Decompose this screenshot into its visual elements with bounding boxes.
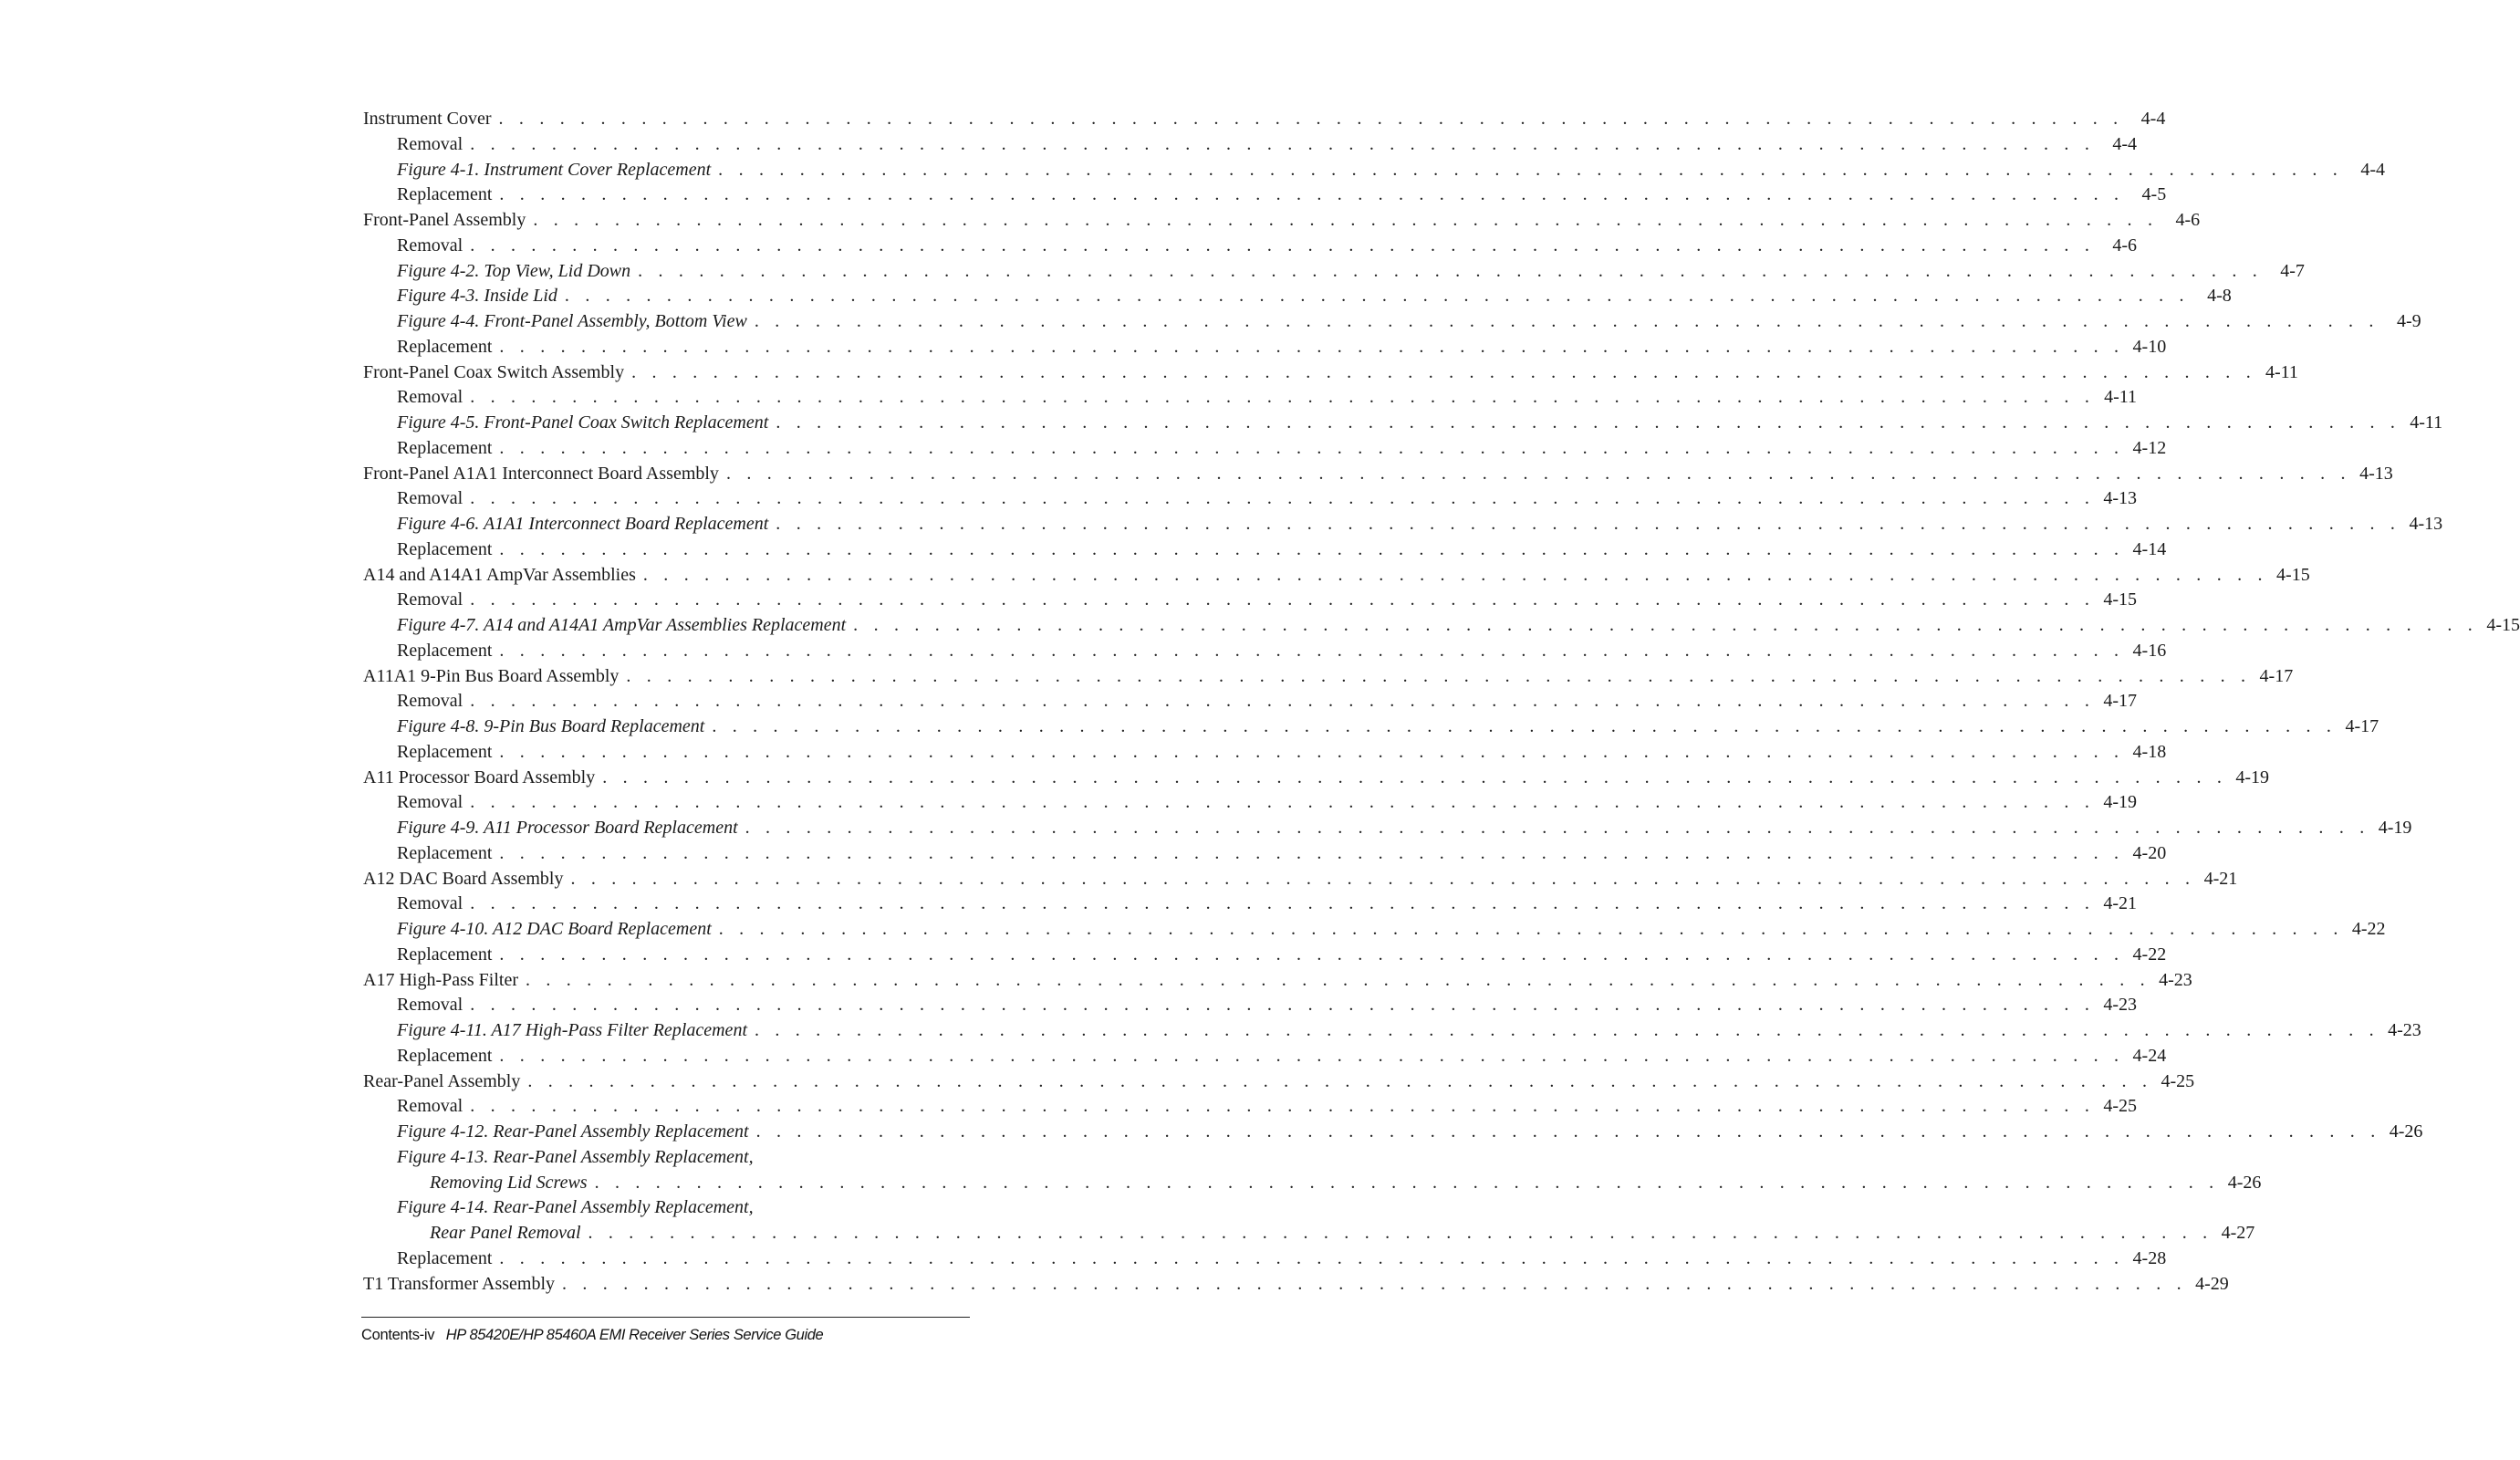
- toc-entry-title: Figure 4-7. A14 and A14A1 AmpVar Assemblies Replacement: [397, 615, 847, 635]
- dot-leader: . . . . . . . . . . . . . . . . . . . . . . . . . . . . . . . . . . . . . . . . . . . . . . . . . . . . . . . . . . . . . . . . . . . . . . . . . . . . . . . .: [470, 1096, 2096, 1117]
- toc-entry-page: 4-8: [2207, 286, 2232, 307]
- toc-entry-title: Rear-Panel Assembly: [363, 1070, 521, 1091]
- toc-entry-title: Figure 4-4. Front-Panel Assembly, Bottom View: [397, 311, 747, 331]
- dot-leader: . . . . . . . . . . . . . . . . . . . . . . . . . . . . . . . . . . . . . . . . . . . . . . . . . . . . . . . . . . . . . . . . . . . . . . . . . . . . . . . .: [594, 1172, 2220, 1193]
- toc-entry-title: Removal: [397, 792, 463, 813]
- toc-entry: [363, 107, 2166, 132]
- dot-leader: . . . . . . . . . . . . . . . . . . . . . . . . . . . . . . . . . . . . . . . . . . . . . . . . . . . . . . . . . . . . . . . . . . . . . . . . . . . . . . . .: [638, 260, 2263, 281]
- toc-entry: [363, 208, 2201, 234]
- toc-entry: [363, 664, 2294, 690]
- dot-leader: . . . . . . . . . . . . . . . . . . . . . . . . . . . . . . . . . . . . . . . . . . . . . . . . . . . . . . . . . . . . . . . . . . . . . . . . . . . . . . . .: [499, 336, 2125, 357]
- toc-entry: [363, 259, 2305, 285]
- page-footer: [361, 1327, 823, 1344]
- toc-entry: [363, 1120, 2423, 1145]
- toc-entry-title: A11 Processor Board Assembly: [363, 766, 596, 787]
- dot-leader: . . . . . . . . . . . . . . . . . . . . . . . . . . . . . . . . . . . . . . . . . . . . . . . . . . . . . . . . . . . . . . . . . . . . . . . . . . . . . . . .: [499, 1045, 2125, 1066]
- dot-leader: . . . . . . . . . . . . . . . . . . . . . . . . . . . . . . . . . . . . . . . . . . . . . . . . . . . . . . . . . . . . . . . . . . . . . . . . . . . . . . . .: [588, 1223, 2213, 1243]
- footer-section-label: Contents-iv: [361, 1327, 435, 1343]
- toc-entry: [363, 436, 2167, 462]
- toc-entry: [363, 1171, 2262, 1196]
- dot-leader: . . . . . . . . . . . . . . . . . . . . . . . . . . . . . . . . . . . . . . . . . . . . . . . . . . . . . . . . . . . . . . . . . . . . . . . . . . . . . . . .: [776, 514, 2401, 534]
- toc-entry-page: 4-23: [2159, 969, 2192, 990]
- toc-entry: [363, 182, 2167, 208]
- toc-entry: [363, 689, 2138, 714]
- toc-entry-page: 4-13: [2359, 463, 2393, 484]
- dot-leader: . . . . . . . . . . . . . . . . . . . . . . . . . . . . . . . . . . . . . . . . . . . . . . . . . . . . . . . . . . . . . . . . . . . . . . . . . . . . . . . .: [498, 109, 2124, 129]
- toc-entry-page: 4-11: [2410, 412, 2443, 433]
- dot-leader: . . . . . . . . . . . . . . . . . . . . . . . . . . . . . . . . . . . . . . . . . . . . . . . . . . . . . . . . . . . . . . . . . . . . . . . . . . . . . . . .: [470, 995, 2096, 1016]
- dot-leader: . . . . . . . . . . . . . . . . . . . . . . . . . . . . . . . . . . . . . . . . . . . . . . . . . . . . . . . . . . . . . . . . . . . . . . . . . . . . . . . .: [853, 615, 2478, 635]
- dot-leader: . . . . . . . . . . . . . . . . . . . . . . . . . . . . . . . . . . . . . . . . . . . . . . . . . . . . . . . . . . . . . . . . . . . . . . . . . . . . . . . .: [776, 412, 2401, 433]
- toc-entry: [363, 132, 2138, 158]
- toc-entry-page: 4-25: [2103, 1096, 2138, 1117]
- toc-entry: [363, 563, 2310, 589]
- toc-entry-page: 4-22: [2132, 944, 2167, 965]
- toc-entry-page: 4-13: [2409, 514, 2443, 534]
- dot-leader: . . . . . . . . . . . . . . . . . . . . . . . . . . . . . . . . . . . . . . . . . . . . . . . . . . . . . . . . . . . . . . . . . . . . . . . . . . . . . . . .: [470, 387, 2096, 408]
- toc-entry-title: Figure 4-10. A12 DAC Board Replacement: [397, 919, 712, 939]
- toc-entry-title: Removal: [397, 1096, 463, 1117]
- toc-entry-page: 4-24: [2132, 1045, 2167, 1066]
- toc-entry: [363, 486, 2138, 512]
- dot-leader: . . . . . . . . . . . . . . . . . . . . . . . . . . . . . . . . . . . . . . . . . . . . . . . . . . . . . . . . . . . . . . . . . . . . . . . . . . . . . . . .: [564, 286, 2190, 307]
- toc-entry-title: T1 Transformer Assembly: [363, 1273, 555, 1294]
- dot-leader: . . . . . . . . . . . . . . . . . . . . . . . . . . . . . . . . . . . . . . . . . . . . . . . . . . . . . . . . . . . . . . . . . . . . . . . . . . . . . . . .: [499, 538, 2125, 559]
- toc-entry: [363, 943, 2167, 968]
- toc-entry-page: 4-22: [2351, 919, 2386, 939]
- dot-leader: . . . . . . . . . . . . . . . . . . . . . . . . . . . . . . . . . . . . . . . . . . . . . . . . . . . . . . . . . . . . . . . . . . . . . . . . . . . . . . . .: [526, 969, 2150, 990]
- dot-leader: . . . . . . . . . . . . . . . . . . . . . . . . . . . . . . . . . . . . . . . . . . . . . . . . . . . . . . . . . . . . . . . . . . . . . . . . . . . . . . . .: [533, 210, 2159, 230]
- dot-leader: . . . . . . . . . . . . . . . . . . . . . . . . . . . . . . . . . . . . . . . . . . . . . . . . . . . . . . . . . . . . . . . . . . . . . . . . . . . . . . . .: [499, 741, 2125, 762]
- toc-entry-page: 4-16: [2132, 640, 2167, 661]
- toc-entry-title: Removal: [397, 235, 463, 256]
- toc-entry: [363, 537, 2167, 563]
- toc-entry-page: 4-10: [2132, 336, 2167, 357]
- toc-entry: [363, 234, 2138, 259]
- toc-entry: [363, 335, 2167, 360]
- toc-entry-title: Instrument Cover: [363, 109, 492, 129]
- toc-entry-title: Figure 4-14. Rear-Panel Assembly Replacement,: [397, 1197, 754, 1218]
- toc-entry-page: 4-4: [2112, 133, 2138, 154]
- toc-entry: [363, 613, 2520, 639]
- dot-leader: . . . . . . . . . . . . . . . . . . . . . . . . . . . . . . . . . . . . . . . . . . . . . . . . . . . . . . . . . . . . . . . . . . . . . . . . . . . . . . . .: [470, 488, 2096, 509]
- toc-entry: [363, 867, 2238, 892]
- toc-entry-title: Figure 4-11. A17 High-Pass Filter Replacement: [397, 1020, 747, 1040]
- toc-entry-title: A12 DAC Board Assembly: [363, 868, 564, 889]
- toc-entry: [363, 588, 2138, 613]
- toc-entry: [363, 639, 2167, 664]
- dot-leader: . . . . . . . . . . . . . . . . . . . . . . . . . . . . . . . . . . . . . . . . . . . . . . . . . . . . . . . . . . . . . . . . . . . . . . . . . . . . . . . .: [499, 640, 2125, 661]
- toc-entry-page: 4-13: [2103, 488, 2138, 509]
- toc-entry-title: A14 and A14A1 AmpVar Assemblies: [363, 564, 636, 585]
- dot-leader: . . . . . . . . . . . . . . . . . . . . . . . . . . . . . . . . . . . . . . . . . . . . . . . . . . . . . . . . . . . . . . . . . . . . . . . . . . . . . . . .: [718, 919, 2344, 939]
- toc-entry-page: 4-29: [2195, 1273, 2229, 1294]
- toc-entry: [363, 1272, 2229, 1298]
- dot-leader: . . . . . . . . . . . . . . . . . . . . . . . . . . . . . . . . . . . . . . . . . . . . . . . . . . . . . . . . . . . . . . . . . . . . . . . . . . . . . . . .: [470, 235, 2096, 256]
- toc-entry-title: Figure 4-3. Inside Lid: [397, 286, 557, 307]
- toc-entry-page: 4-7: [2280, 260, 2305, 281]
- dot-leader: . . . . . . . . . . . . . . . . . . . . . . . . . . . . . . . . . . . . . . . . . . . . . . . . . . . . . . . . . . . . . . . . . . . . . . . . . . . . . . . .: [718, 159, 2343, 180]
- toc-entry-page: 4-11: [2104, 387, 2138, 408]
- toc-entry-page: 4-25: [2161, 1070, 2195, 1091]
- toc-entry: [363, 1044, 2167, 1069]
- footer-rule: [361, 1317, 970, 1318]
- dot-leader: . . . . . . . . . . . . . . . . . . . . . . . . . . . . . . . . . . . . . . . . . . . . . . . . . . . . . . . . . . . . . . . . . . . . . . . . . . . . . . . .: [755, 1020, 2379, 1040]
- toc-entry-page: 4-19: [2103, 792, 2138, 813]
- toc-entry-page: 4-17: [2259, 665, 2294, 686]
- toc-entry: [363, 512, 2443, 537]
- dot-leader: . . . . . . . . . . . . . . . . . . . . . . . . . . . . . . . . . . . . . . . . . . . . . . . . . . . . . . . . . . . . . . . . . . . . . . . . . . . . . . . .: [470, 893, 2096, 914]
- toc-entry-title: Figure 4-5. Front-Panel Coax Switch Replacement: [397, 412, 769, 433]
- toc-entry-title: Replacement: [397, 538, 493, 559]
- toc-entry-title: Replacement: [397, 437, 493, 458]
- toc-entry: [363, 714, 2379, 740]
- dot-leader: . . . . . . . . . . . . . . . . . . . . . . . . . . . . . . . . . . . . . . . . . . . . . . . . . . . . . . . . . . . . . . . . . . . . . . . . . . . . . . . .: [602, 766, 2228, 787]
- toc-entry-title: Replacement: [397, 184, 493, 205]
- toc-entry-title: Replacement: [397, 336, 493, 357]
- toc-entry: [363, 766, 2270, 791]
- dot-leader: . . . . . . . . . . . . . . . . . . . . . . . . . . . . . . . . . . . . . . . . . . . . . . . . . . . . . . . . . . . . . . . . . . . . . . . . . . . . . . . .: [499, 184, 2125, 205]
- toc-entry: [363, 790, 2138, 816]
- toc-entry: [363, 917, 2386, 943]
- toc-entry: [363, 360, 2298, 386]
- toc-entry: [363, 1069, 2195, 1095]
- toc-entry-title: Rear Panel Removal: [430, 1223, 581, 1243]
- toc-entry: [363, 993, 2138, 1018]
- dot-leader: . . . . . . . . . . . . . . . . . . . . . . . . . . . . . . . . . . . . . . . . . . . . . . . . . . . . . . . . . . . . . . . . . . . . . . . . . . . . . . . .: [470, 792, 2096, 813]
- toc-entry-page: 4-15: [2486, 615, 2520, 635]
- dot-leader: . . . . . . . . . . . . . . . . . . . . . . . . . . . . . . . . . . . . . . . . . . . . . . . . . . . . . . . . . . . . . . . . . . . . . . . . . . . . . . . .: [712, 716, 2338, 736]
- toc-entry-page: 4-21: [2203, 868, 2238, 889]
- toc-entry-page: 4-12: [2132, 437, 2167, 458]
- toc-entry-page: 4-6: [2112, 235, 2138, 256]
- dot-leader: . . . . . . . . . . . . . . . . . . . . . . . . . . . . . . . . . . . . . . . . . . . . . . . . . . . . . . . . . . . . . . . . . . . . . . . . . . . . . . . .: [642, 564, 2268, 585]
- toc-entry-title: Figure 4-9. A11 Processor Board Replacement: [397, 818, 738, 838]
- toc-entry-title: Replacement: [397, 1045, 493, 1066]
- toc-entry-title: Front-Panel Assembly: [363, 210, 526, 230]
- toc-entry-title: Front-Panel Coax Switch Assembly: [363, 361, 625, 382]
- toc-entry-title: Replacement: [397, 1247, 493, 1268]
- toc-entry-page: 4-14: [2132, 538, 2167, 559]
- toc-entry-title: Figure 4-1. Instrument Cover Replacement: [397, 159, 712, 180]
- toc-entry-page: 4-20: [2132, 842, 2167, 863]
- dot-leader: . . . . . . . . . . . . . . . . . . . . . . . . . . . . . . . . . . . . . . . . . . . . . . . . . . . . . . . . . . . . . . . . . . . . . . . . . . . . . . . .: [725, 463, 2351, 484]
- toc-entry-title: Removing Lid Screws: [430, 1172, 588, 1193]
- toc-entry: [363, 1094, 2138, 1120]
- toc-entry-page: 4-19: [2378, 818, 2412, 838]
- toc-entry: [363, 1221, 2255, 1246]
- toc-entry-title: Front-Panel A1A1 Interconnect Board Assembly: [363, 463, 719, 484]
- toc-entry: [363, 892, 2138, 917]
- toc-entry-page: 4-28: [2132, 1247, 2167, 1268]
- toc-entry-title: Removal: [397, 387, 463, 408]
- toc-entry: [363, 284, 2232, 309]
- toc-entry-title: Removal: [397, 589, 463, 610]
- toc-entry-page: 4-19: [2235, 766, 2270, 787]
- toc-entry-title: Removal: [397, 995, 463, 1016]
- toc-entry-title: Replacement: [397, 640, 493, 661]
- toc-entry-title: Removal: [397, 133, 463, 154]
- toc-entry-page: 4-27: [2221, 1223, 2255, 1243]
- toc-entry-title: Replacement: [397, 944, 493, 965]
- toc-entry-title: Removal: [397, 691, 463, 712]
- footer-guide-title: HP 85420E/HP 85460A EMI Receiver Series Service Guide: [445, 1327, 824, 1343]
- toc-entry-title: Figure 4-2. Top View, Lid Down: [397, 260, 631, 281]
- toc-entry: [363, 968, 2192, 994]
- toc-entry-title: A11A1 9-Pin Bus Board Assembly: [363, 665, 620, 686]
- toc-entry-page: 4-11: [2265, 361, 2298, 382]
- dot-leader: . . . . . . . . . . . . . . . . . . . . . . . . . . . . . . . . . . . . . . . . . . . . . . . . . . . . . . . . . . . . . . . . . . . . . . . . . . . . . . . .: [631, 361, 2256, 382]
- dot-leader: . . . . . . . . . . . . . . . . . . . . . . . . . . . . . . . . . . . . . . . . . . . . . . . . . . . . . . . . . . . . . . . . . . . . . . . . . . . . . . . .: [562, 1273, 2187, 1294]
- toc-entry-title: A17 High-Pass Filter: [363, 969, 518, 990]
- dot-leader: . . . . . . . . . . . . . . . . . . . . . . . . . . . . . . . . . . . . . . . . . . . . . . . . . . . . . . . . . . . . . . . . . . . . . . . . . . . . . . . .: [499, 1247, 2125, 1268]
- toc-entry: [363, 1246, 2167, 1272]
- toc-entry-page: 4-23: [2388, 1020, 2421, 1040]
- toc-entry-title: Removal: [397, 488, 463, 509]
- toc-entry: [363, 309, 2421, 335]
- toc-entry-page: 4-17: [2345, 716, 2379, 736]
- dot-leader: . . . . . . . . . . . . . . . . . . . . . . . . . . . . . . . . . . . . . . . . . . . . . . . . . . . . . . . . . . . . . . . . . . . . . . . . . . . . . . . .: [470, 589, 2096, 610]
- toc-entry-page: 4-26: [2389, 1121, 2423, 1142]
- toc-entry: [363, 816, 2412, 841]
- dot-leader: . . . . . . . . . . . . . . . . . . . . . . . . . . . . . . . . . . . . . . . . . . . . . . . . . . . . . . . . . . . . . . . . . . . . . . . . . . . . . . . .: [470, 691, 2096, 712]
- dot-leader: . . . . . . . . . . . . . . . . . . . . . . . . . . . . . . . . . . . . . . . . . . . . . . . . . . . . . . . . . . . . . . . . . . . . . . . . . . . . . . . .: [755, 1121, 2381, 1142]
- toc-entry-page: 4-5: [2141, 184, 2167, 205]
- toc-entry-title: Figure 4-8. 9-Pin Bus Board Replacement: [397, 716, 705, 736]
- toc-entry-title: Figure 4-12. Rear-Panel Assembly Replacement: [397, 1121, 749, 1142]
- dot-leader: . . . . . . . . . . . . . . . . . . . . . . . . . . . . . . . . . . . . . . . . . . . . . . . . . . . . . . . . . . . . . . . . . . . . . . . . . . . . . . . .: [499, 842, 2125, 863]
- toc-entry-page: 4-4: [2140, 109, 2166, 129]
- toc-entry: [363, 740, 2167, 766]
- dot-leader: . . . . . . . . . . . . . . . . . . . . . . . . . . . . . . . . . . . . . . . . . . . . . . . . . . . . . . . . . . . . . . . . . . . . . . . . . . . . . . . .: [570, 868, 2196, 889]
- dot-leader: . . . . . . . . . . . . . . . . . . . . . . . . . . . . . . . . . . . . . . . . . . . . . . . . . . . . . . . . . . . . . . . . . . . . . . . . . . . . . . . .: [754, 311, 2379, 331]
- dot-leader: . . . . . . . . . . . . . . . . . . . . . . . . . . . . . . . . . . . . . . . . . . . . . . . . . . . . . . . . . . . . . . . . . . . . . . . . . . . . . . . .: [745, 818, 2370, 838]
- toc-entry: [363, 1145, 972, 1171]
- table-of-contents: [363, 107, 2520, 1297]
- toc-entry-page: 4-17: [2103, 691, 2138, 712]
- toc-entry-title: Figure 4-13. Rear-Panel Assembly Replacement,: [397, 1146, 754, 1167]
- toc-entry: [363, 1018, 2421, 1044]
- toc-entry-page: 4-6: [2175, 210, 2201, 230]
- toc-entry-title: Replacement: [397, 741, 493, 762]
- toc-entry: [363, 462, 2393, 487]
- dot-leader: . . . . . . . . . . . . . . . . . . . . . . . . . . . . . . . . . . . . . . . . . . . . . . . . . . . . . . . . . . . . . . . . . . . . . . . . . . . . . . . .: [499, 437, 2125, 458]
- toc-entry: [363, 158, 2385, 183]
- toc-entry-page: 4-26: [2227, 1172, 2262, 1193]
- toc-entry: [363, 841, 2167, 867]
- toc-entry-page: 4-21: [2103, 893, 2138, 914]
- dot-leader: . . . . . . . . . . . . . . . . . . . . . . . . . . . . . . . . . . . . . . . . . . . . . . . . . . . . . . . . . . . . . . . . . . . . . . . . . . . . . . . .: [470, 133, 2096, 154]
- toc-entry-page: 4-15: [2276, 564, 2310, 585]
- toc-entry: [363, 411, 2443, 436]
- toc-entry-page: 4-9: [2396, 311, 2421, 331]
- dot-leader: . . . . . . . . . . . . . . . . . . . . . . . . . . . . . . . . . . . . . . . . . . . . . . . . . . . . . . . . . . . . . . . . . . . . . . . . . . . . . . . .: [527, 1070, 2153, 1091]
- dot-leader: . . . . . . . . . . . . . . . . . . . . . . . . . . . . . . . . . . . . . . . . . . . . . . . . . . . . . . . . . . . . . . . . . . . . . . . . . . . . . . . .: [499, 944, 2125, 965]
- toc-entry-title: Removal: [397, 893, 463, 914]
- toc-entry-page: 4-4: [2360, 159, 2385, 180]
- toc-entry-title: Replacement: [397, 842, 493, 863]
- toc-entry-page: 4-23: [2103, 995, 2138, 1016]
- dot-leader: . . . . . . . . . . . . . . . . . . . . . . . . . . . . . . . . . . . . . . . . . . . . . . . . . . . . . . . . . . . . . . . . . . . . . . . . . . . . . . . .: [626, 665, 2252, 686]
- toc-entry-page: 4-15: [2103, 589, 2138, 610]
- toc-entry-title: Figure 4-6. A1A1 Interconnect Board Replacement: [397, 514, 769, 534]
- toc-entry: [363, 385, 2138, 411]
- toc-entry: [363, 1195, 972, 1221]
- toc-entry-page: 4-18: [2132, 741, 2167, 762]
